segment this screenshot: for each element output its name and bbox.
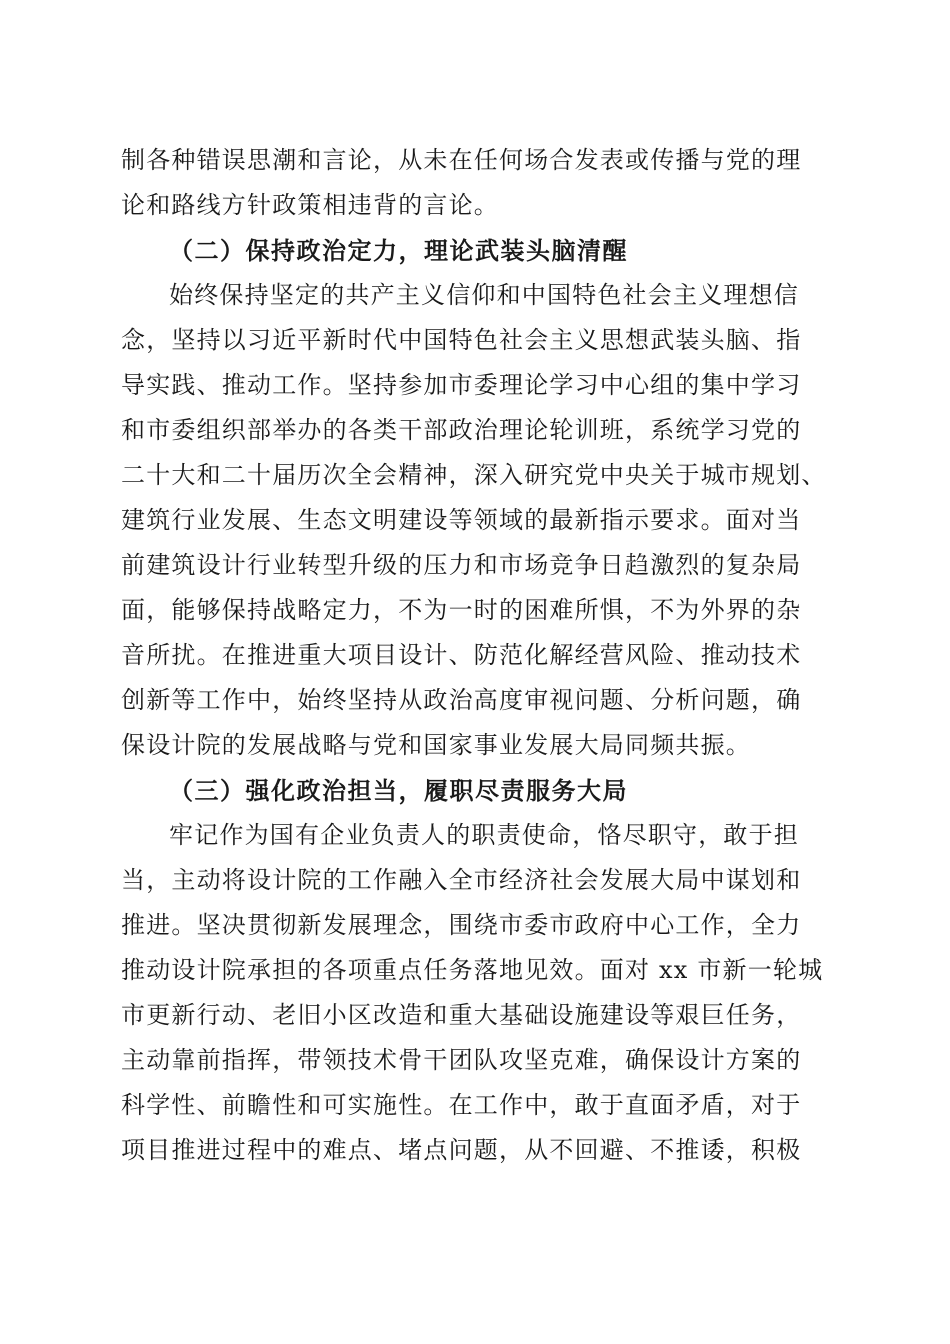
section-heading-3: （三）强化政治担当，履职尽责服务大局 <box>169 776 628 805</box>
text-line: 念，坚持以习近平新时代中国特色社会主义思想武装头脑、指 <box>121 326 802 354</box>
text-line: 推动设计院承担的各项重点任务落地见效。面对 xx 市新一轮城 <box>121 956 824 984</box>
text-line: 市更新行动、老旧小区改造和重大基础设施建设等艰巨任务， <box>121 1001 802 1029</box>
text-line: 当，主动将设计院的工作融入全市经济社会发展大局中谋划和 <box>121 866 802 894</box>
text-line: 面，能够保持战略定力，不为一时的困难所惧，不为外界的杂 <box>121 596 802 624</box>
text-line: 项目推进过程中的难点、堵点问题，从不回避、不推诿，积极 <box>121 1136 802 1164</box>
text-line: 前建筑设计行业转型升级的压力和市场竞争日趋激烈的复杂局 <box>121 551 802 579</box>
text-line: 主动靠前指挥，带领技术骨干团队攻坚克难，确保设计方案的 <box>121 1046 802 1074</box>
text-line: 制各种错误思潮和言论，从未在任何场合发表或传播与党的理 <box>121 146 802 174</box>
section-heading-2: （二）保持政治定力，理论武装头脑清醒 <box>169 236 628 265</box>
text-line: 推进。坚决贯彻新发展理念，围绕市委市政府中心工作，全力 <box>121 911 802 939</box>
text-line: 和市委组织部举办的各类干部政治理论轮训班，系统学习党的 <box>121 416 802 444</box>
text-line: 音所扰。在推进重大项目设计、防范化解经营风险、推动技术 <box>121 641 802 669</box>
text-line: 论和路线方针政策相违背的言论。 <box>121 191 499 219</box>
text-line: 保设计院的发展战略与党和国家事业发展大局同频共振。 <box>121 731 751 759</box>
document-body <box>121 138 831 1173</box>
text-line: 始终保持坚定的共产主义信仰和中国特色社会主义理想信 <box>169 281 799 309</box>
text-line: 导实践、推动工作。坚持参加市委理论学习中心组的集中学习 <box>121 371 802 399</box>
paragraph-section3 <box>121 813 831 1173</box>
text-line: 牢记作为国有企业负责人的职责使命，恪尽职守，敢于担 <box>169 821 799 849</box>
text-line: 创新等工作中，始终坚持从政治高度审视问题、分析问题，确 <box>121 686 802 714</box>
text-line: 二十大和二十届历次全会精神，深入研究党中央关于城市规划、 <box>121 461 827 489</box>
text-line: 科学性、前瞻性和可实施性。在工作中，敢于直面矛盾，对于 <box>121 1091 802 1119</box>
text-line: 建筑行业发展、生态文明建设等领域的最新指示要求。面对当 <box>121 506 802 534</box>
paragraph-section2 <box>121 273 831 768</box>
paragraph-section1-tail <box>121 138 831 228</box>
